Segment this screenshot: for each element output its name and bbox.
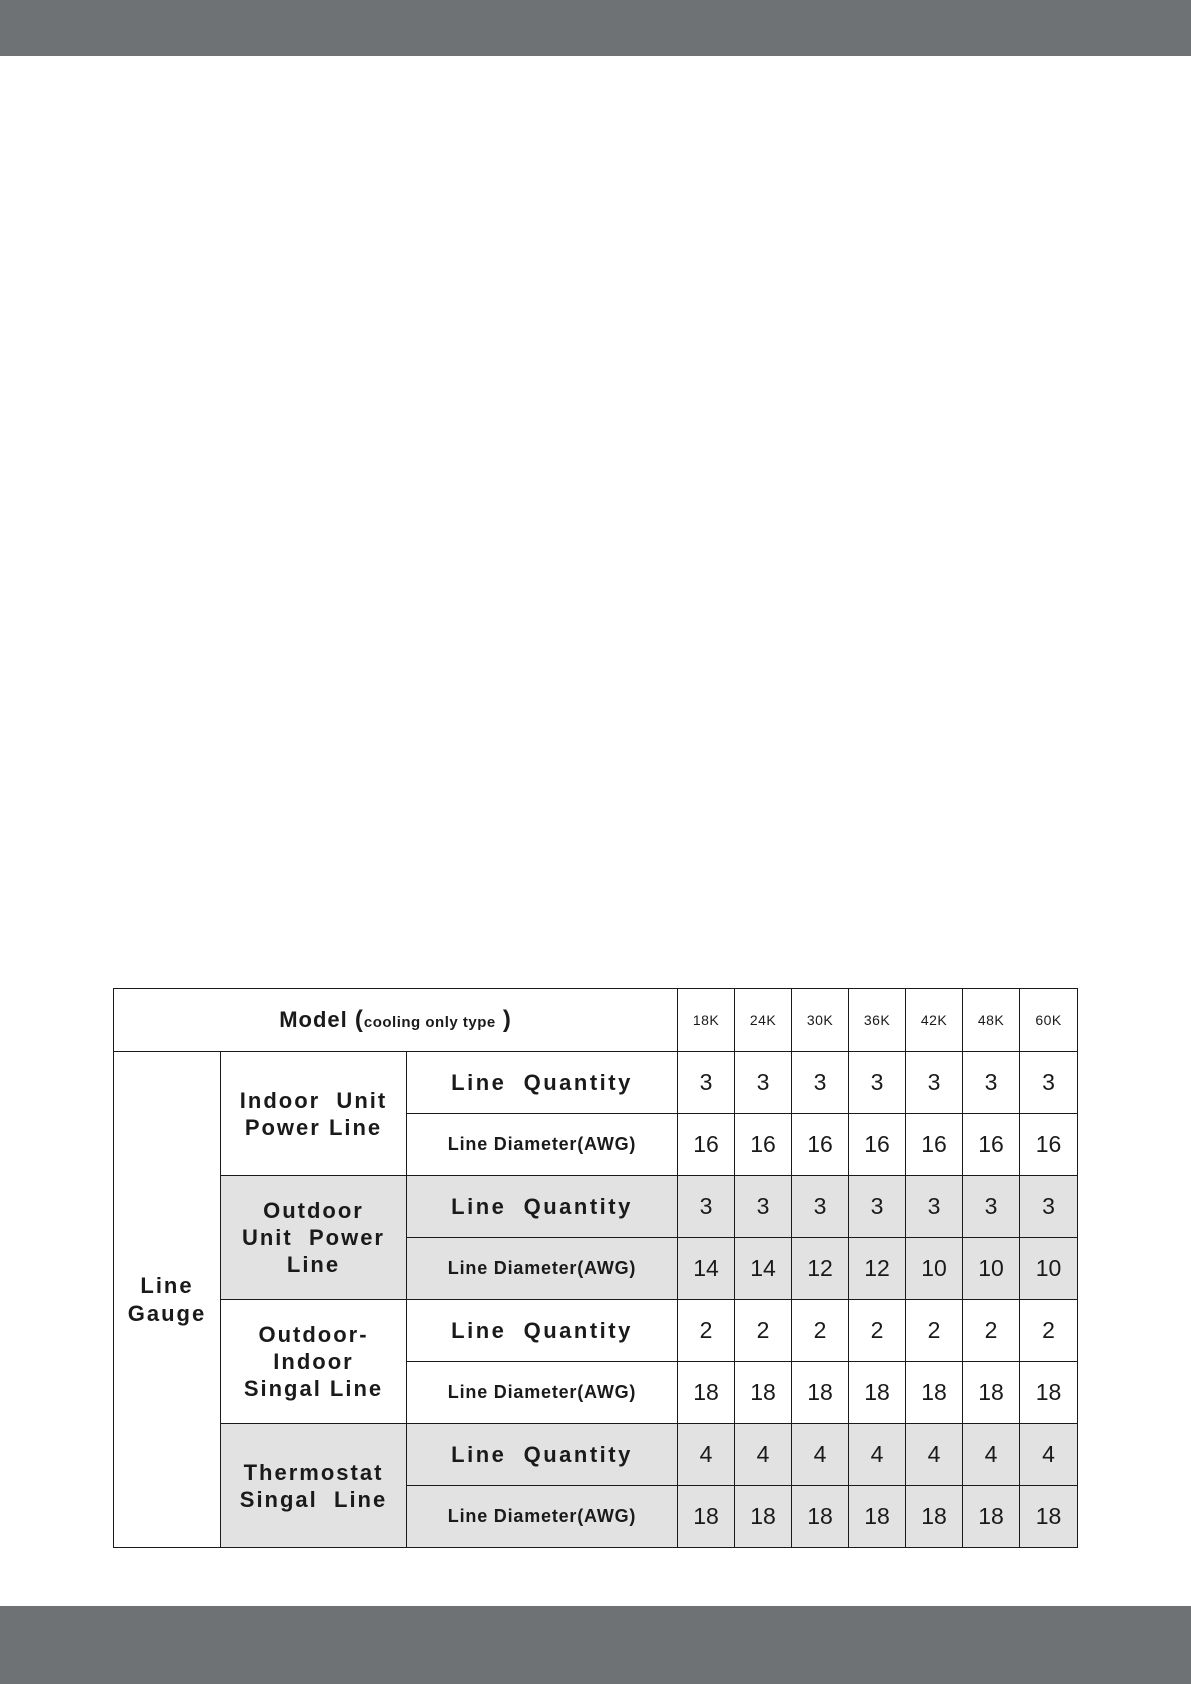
value-cell: 16 xyxy=(963,1114,1020,1176)
capacity-header: 42K xyxy=(906,989,963,1052)
value-cell: 3 xyxy=(963,1176,1020,1238)
value-cell: 18 xyxy=(963,1486,1020,1548)
capacity-header: 60K xyxy=(1020,989,1078,1052)
value-cell: 16 xyxy=(792,1114,849,1176)
table-header-row xyxy=(114,989,1078,1052)
capacity-header: 36K xyxy=(849,989,906,1052)
value-cell: 18 xyxy=(678,1486,735,1548)
value-cell: 18 xyxy=(849,1362,906,1424)
group-label-line: Thermostat xyxy=(243,1459,384,1485)
value-cell: 3 xyxy=(963,1052,1020,1114)
value-cell: 3 xyxy=(678,1052,735,1114)
line-diameter-label: Line Diameter(AWG) xyxy=(407,1238,678,1300)
value-cell: 18 xyxy=(849,1486,906,1548)
group-label xyxy=(221,1052,407,1176)
value-cell: 3 xyxy=(1020,1052,1078,1114)
value-cell: 2 xyxy=(678,1300,735,1362)
group-label-line: Outdoor- xyxy=(258,1322,369,1347)
line-quantity-label: Line Quantity xyxy=(407,1424,678,1486)
value-cell: 18 xyxy=(735,1486,792,1548)
value-cell: 18 xyxy=(906,1362,963,1424)
value-cell: 12 xyxy=(792,1238,849,1300)
value-cell: 16 xyxy=(849,1114,906,1176)
value-cell: 10 xyxy=(906,1238,963,1300)
value-cell: 18 xyxy=(1020,1362,1078,1424)
group-label-line: Unit Power xyxy=(241,1225,385,1250)
value-cell: 4 xyxy=(963,1424,1020,1486)
value-cell: 2 xyxy=(1020,1300,1078,1362)
line-quantity-label: Line Quantity xyxy=(407,1300,678,1362)
capacity-header: 24K xyxy=(735,989,792,1052)
model-sub-label: cooling only type xyxy=(363,1014,496,1031)
group-label-line: Outdoor xyxy=(263,1198,364,1223)
group-label-line: Singal Line xyxy=(243,1376,384,1401)
gauge-label-line: Gauge xyxy=(127,1300,207,1326)
value-cell: 14 xyxy=(678,1238,735,1300)
value-cell: 16 xyxy=(906,1114,963,1176)
value-cell: 18 xyxy=(792,1362,849,1424)
value-cell: 2 xyxy=(906,1300,963,1362)
value-cell: 3 xyxy=(906,1176,963,1238)
value-cell: 14 xyxy=(735,1238,792,1300)
value-cell: 3 xyxy=(735,1052,792,1114)
value-cell: 16 xyxy=(735,1114,792,1176)
group-label xyxy=(221,1300,407,1424)
value-cell: 2 xyxy=(963,1300,1020,1362)
value-cell: 4 xyxy=(792,1424,849,1486)
model-open-paren: ( xyxy=(354,1006,364,1033)
value-cell: 4 xyxy=(849,1424,906,1486)
value-cell: 16 xyxy=(678,1114,735,1176)
group-label-line: Indoor Unit xyxy=(239,1087,388,1113)
table-row xyxy=(114,1176,1078,1238)
gauge-label-line: Line xyxy=(140,1272,194,1298)
group-label-line: Power Line xyxy=(244,1114,383,1140)
header-band xyxy=(0,0,1191,56)
line-gauge-label xyxy=(114,1052,221,1548)
value-cell: 3 xyxy=(906,1052,963,1114)
value-cell: 3 xyxy=(792,1052,849,1114)
footer-band xyxy=(0,1606,1191,1684)
value-cell: 10 xyxy=(1020,1238,1078,1300)
table-row xyxy=(114,1300,1078,1362)
value-cell: 18 xyxy=(1020,1486,1078,1548)
line-quantity-label: Line Quantity xyxy=(407,1052,678,1114)
group-label-line: Singal Line xyxy=(239,1486,388,1512)
table-row xyxy=(114,1052,1078,1114)
value-cell: 4 xyxy=(1020,1424,1078,1486)
value-cell: 18 xyxy=(963,1362,1020,1424)
value-cell: 16 xyxy=(1020,1114,1078,1176)
capacity-header: 30K xyxy=(792,989,849,1052)
value-cell: 12 xyxy=(849,1238,906,1300)
model-label: Model xyxy=(279,1007,348,1032)
value-cell: 2 xyxy=(735,1300,792,1362)
value-cell: 18 xyxy=(678,1362,735,1424)
table-row xyxy=(114,1424,1078,1486)
value-cell: 18 xyxy=(735,1362,792,1424)
capacity-header: 48K xyxy=(963,989,1020,1052)
model-header-cell xyxy=(114,989,678,1052)
value-cell: 3 xyxy=(678,1176,735,1238)
value-cell: 3 xyxy=(792,1176,849,1238)
value-cell: 4 xyxy=(906,1424,963,1486)
line-diameter-label: Line Diameter(AWG) xyxy=(407,1114,678,1176)
value-cell: 18 xyxy=(792,1486,849,1548)
value-cell: 4 xyxy=(735,1424,792,1486)
capacity-header: 18K xyxy=(678,989,735,1052)
model-close-paren: ) xyxy=(502,1006,512,1033)
line-diameter-label: Line Diameter(AWG) xyxy=(407,1486,678,1548)
line-quantity-label: Line Quantity xyxy=(407,1176,678,1238)
group-label xyxy=(221,1176,407,1300)
group-label-line: Indoor xyxy=(273,1349,354,1374)
value-cell: 10 xyxy=(963,1238,1020,1300)
value-cell: 4 xyxy=(678,1424,735,1486)
value-cell: 3 xyxy=(849,1052,906,1114)
value-cell: 2 xyxy=(849,1300,906,1362)
value-cell: 3 xyxy=(1020,1176,1078,1238)
value-cell: 2 xyxy=(792,1300,849,1362)
line-gauge-table xyxy=(113,988,1078,1548)
group-label-line: Line xyxy=(286,1252,341,1277)
value-cell: 3 xyxy=(849,1176,906,1238)
value-cell: 3 xyxy=(735,1176,792,1238)
group-label xyxy=(221,1424,407,1548)
value-cell: 18 xyxy=(906,1486,963,1548)
line-diameter-label: Line Diameter(AWG) xyxy=(407,1362,678,1424)
